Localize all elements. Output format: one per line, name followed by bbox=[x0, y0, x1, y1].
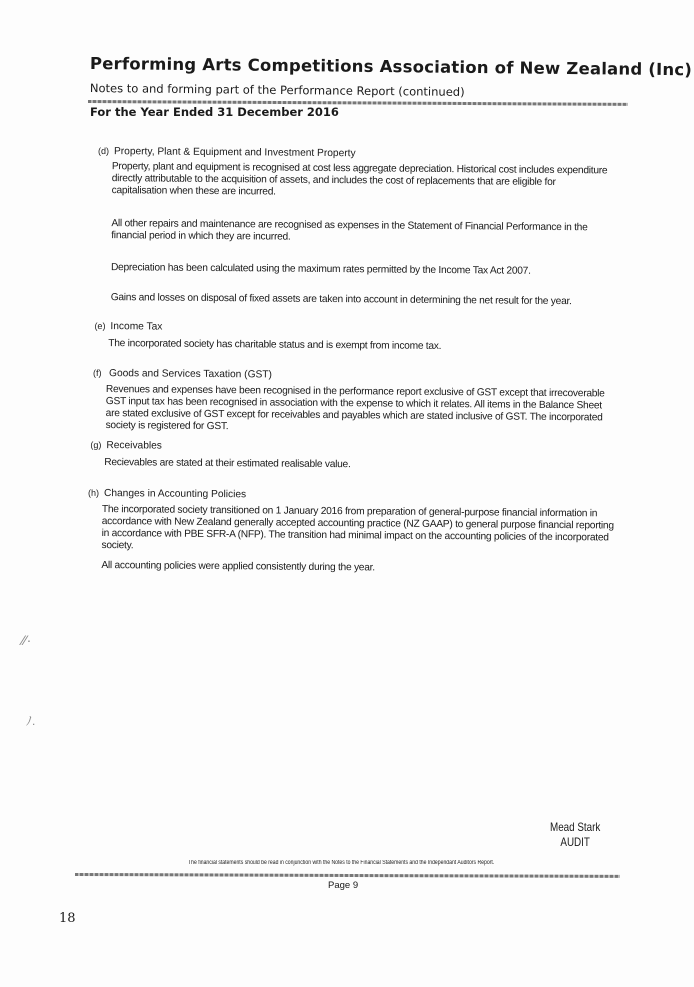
section-d-paragraph-3: Depreciation has been calculated using the maximum rates permitted by the Income Tax Act 2007. bbox=[110, 262, 531, 277]
section-e-paragraph-1: The incorporated society has charitable status and is exempt from income tax. bbox=[108, 338, 442, 352]
section-d-title: Property, Plant & Equipment and Investment Property bbox=[113, 146, 356, 160]
section-f-title: Goods and Services Taxation (GST) bbox=[109, 368, 272, 381]
scan-mark: ﾉ. bbox=[26, 714, 36, 728]
footer-note: The financial statements should be read in conjunction with the Notes to the Financial Statements and the Independant Auditors Report. bbox=[188, 860, 495, 866]
section-e-letter: (e) bbox=[94, 320, 106, 332]
page-number: Page 9 bbox=[328, 880, 359, 891]
section-f-letter: (f) bbox=[93, 367, 102, 379]
section-h-title: Changes in Accounting Policies bbox=[103, 488, 247, 501]
section-g-letter: (g) bbox=[90, 439, 102, 451]
section-d-paragraph-1: Property, plant and equipment is recognised at cost less aggregate depreciation. Historical cost includes expenditure directly attributable to the acquisition of assets, and includes the cost of replacements that are eligible for capitalisation when these are incurred. bbox=[111, 161, 608, 198]
section-f-paragraph-1: Revenues and expenses have been recognised in the performance report exclusive of GST except that irrecoverable GST input tax has been recognised in association with the expense to which it relates. All items in the Balance Sheet are stated exclusive of GST except for receivables and payables which are stated inclusive of GST. The incorporated society is registered for GST. bbox=[105, 384, 605, 433]
section-f-heading bbox=[93, 368, 272, 381]
section-g-paragraph-1: Recievables are stated at their estimated realisable value. bbox=[104, 457, 351, 471]
section-d-letter: (d) bbox=[97, 145, 110, 157]
section-g-heading bbox=[90, 440, 162, 452]
organisation-title: Performing Arts Competitions Association of New Zealand (Inc) bbox=[89, 54, 693, 80]
handwritten-page-number: 18 bbox=[59, 911, 76, 926]
audit-stamp-firm: Mead Stark bbox=[550, 820, 601, 834]
section-d-paragraph-2: All other repairs and maintenance are recognised as expenses in the Statement of Financial Performance in the financial period in which they are incurred. bbox=[111, 218, 588, 243]
report-subtitle: Notes to and forming part of the Performance Report (continued) bbox=[89, 81, 465, 99]
section-d-heading bbox=[98, 146, 356, 159]
section-e-title: Income Tax bbox=[110, 321, 163, 333]
audit-stamp-label: AUDIT bbox=[560, 835, 590, 849]
audit-stamp bbox=[550, 820, 600, 850]
section-h-heading bbox=[88, 488, 246, 500]
section-h-paragraph-2: All accounting policies were applied consistently during the year. bbox=[101, 560, 375, 574]
section-e-heading bbox=[94, 321, 162, 333]
period-line: For the Year Ended 31 December 2016 bbox=[90, 105, 339, 119]
section-d-paragraph-4: Gains and losses on disposal of fixed assets are taken into account in determining the net result for the year. bbox=[110, 292, 572, 308]
section-h-letter: (h) bbox=[87, 487, 100, 499]
scan-mark: ⁄⁄· bbox=[22, 632, 32, 648]
section-h-paragraph-1: The incorporated society transitioned on 1 January 2016 from preparation of general-purpose financial information in accordance with New Zealand generally accepted accounting practice (NZ GAAP) to general purpose financial reporting in accordance with PBE SFR-A (NFP). The transition had minimal impact on the accounting policies of the incorporated society. bbox=[101, 504, 614, 552]
section-g-title: Receivables bbox=[106, 440, 162, 452]
